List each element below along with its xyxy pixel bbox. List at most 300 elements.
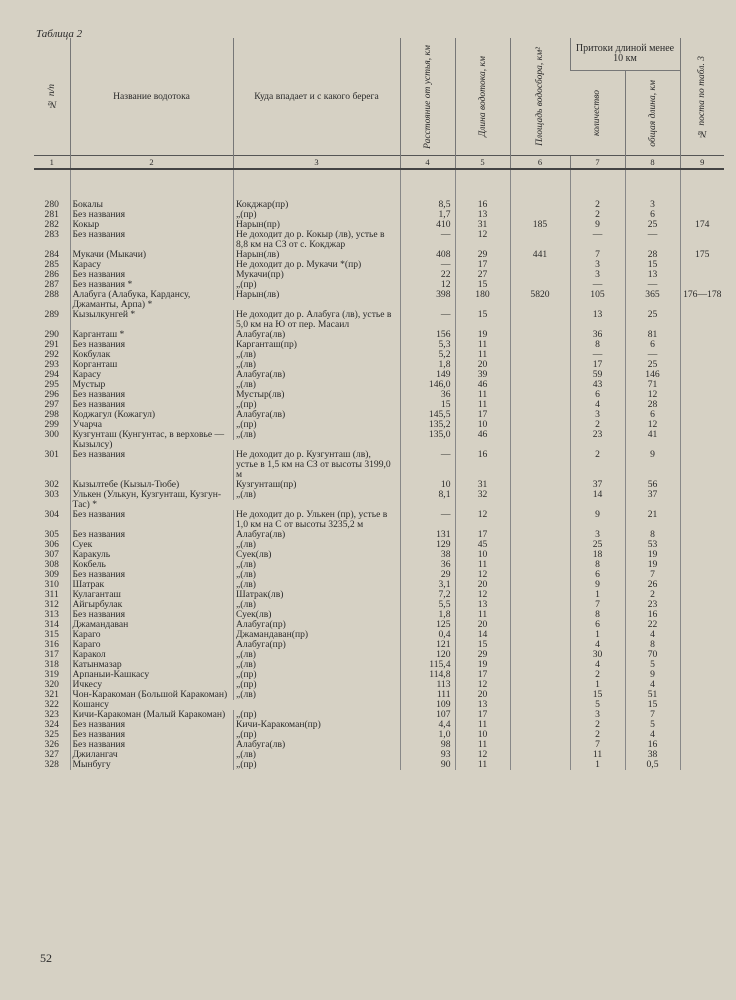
distance-from-mouth: 5,3 bbox=[400, 340, 455, 350]
stream-length: 13 bbox=[455, 210, 510, 220]
row-number: 316 bbox=[44, 640, 59, 650]
col-number: 5 bbox=[455, 156, 510, 170]
basin-area bbox=[510, 360, 570, 370]
tributary-count: 7 bbox=[570, 250, 625, 260]
table-row bbox=[34, 620, 724, 630]
tributary-length: 6 bbox=[625, 340, 680, 350]
basin-area bbox=[510, 230, 570, 250]
stream-name: Корганташ bbox=[70, 360, 233, 370]
tributary-count: 30 bbox=[570, 650, 625, 660]
header-post: № поста по табл. 3 bbox=[680, 38, 724, 156]
distance-from-mouth: 8,5 bbox=[400, 200, 455, 210]
post-number bbox=[680, 510, 724, 530]
post-number bbox=[680, 330, 724, 340]
tributary-count: 23 bbox=[570, 430, 625, 450]
basin-area bbox=[510, 700, 570, 710]
mouth-into bbox=[233, 370, 400, 380]
table-row bbox=[34, 340, 724, 350]
col-number: 4 bbox=[400, 156, 455, 170]
row-number: 291 bbox=[44, 340, 59, 350]
mouth-river: „ bbox=[236, 430, 241, 440]
basin-area bbox=[510, 600, 570, 610]
stream-length: 15 bbox=[455, 640, 510, 650]
bank-side: (пр) bbox=[240, 730, 257, 740]
stream-name: Бокалы bbox=[70, 200, 233, 210]
bank-side: (лв) bbox=[240, 360, 256, 370]
bank-side: (лв) bbox=[240, 380, 256, 390]
row-number: 318 bbox=[44, 660, 59, 670]
distance-from-mouth: 5,2 bbox=[400, 350, 455, 360]
table-row bbox=[34, 630, 724, 640]
tributary-length: 6 bbox=[625, 210, 680, 220]
tributary-length: 26 bbox=[625, 580, 680, 590]
table-row bbox=[34, 410, 724, 420]
stream-length: 39 bbox=[455, 370, 510, 380]
header-dist: Расстояние от устья, км bbox=[400, 38, 455, 156]
tributary-count: 6 bbox=[570, 570, 625, 580]
mouth-river: „ bbox=[236, 710, 241, 720]
table-row bbox=[34, 330, 724, 340]
mouth-into bbox=[233, 570, 400, 580]
stream-name: Без названия bbox=[70, 730, 233, 740]
mouth-river: Не доходит до р. Кузгунташ (лв), устье в 1,5 км на СЗ от высоты 3199,0 м bbox=[236, 450, 391, 480]
tributary-length: 19 bbox=[625, 550, 680, 560]
stream-name: Ичкесу bbox=[70, 680, 233, 690]
header-trib-count: количество bbox=[592, 90, 603, 136]
tributary-count: 4 bbox=[570, 660, 625, 670]
stream-name: Без названия bbox=[70, 390, 233, 400]
post-number bbox=[680, 750, 724, 760]
stream-length: 12 bbox=[455, 750, 510, 760]
post-number: 174 bbox=[680, 220, 724, 230]
tributary-count: 6 bbox=[570, 390, 625, 400]
bank-side: (лв) bbox=[240, 430, 256, 440]
distance-from-mouth: 398 bbox=[400, 290, 455, 310]
mouth-into bbox=[233, 560, 400, 570]
mouth-into bbox=[233, 340, 400, 350]
distance-from-mouth: 115,4 bbox=[400, 660, 455, 670]
stream-name: Без названия bbox=[70, 270, 233, 280]
stream-length: 16 bbox=[455, 450, 510, 480]
stream-name: Арпаныи-Кашкасу bbox=[70, 670, 233, 680]
mouth-into bbox=[233, 250, 400, 260]
tributary-count: 9 bbox=[570, 510, 625, 530]
table-row bbox=[34, 660, 724, 670]
row-number: 323 bbox=[44, 710, 59, 720]
stream-name: Суек bbox=[70, 540, 233, 550]
stream-length: 29 bbox=[455, 650, 510, 660]
header-area: Площадь водосбора, км² bbox=[510, 38, 570, 156]
bank-side: (пр) bbox=[269, 620, 286, 630]
table-row bbox=[34, 640, 724, 650]
distance-from-mouth: 135,2 bbox=[400, 420, 455, 430]
mouth-into bbox=[233, 280, 400, 290]
mouth-river: Карганташ bbox=[236, 340, 281, 350]
tributary-length: — bbox=[625, 350, 680, 360]
col-number: 1 bbox=[34, 156, 70, 170]
post-number bbox=[680, 340, 724, 350]
distance-from-mouth: 1,7 bbox=[400, 210, 455, 220]
mouth-river: Кичи-Каракоман bbox=[236, 720, 305, 730]
table-row bbox=[34, 590, 724, 600]
row-number: 312 bbox=[44, 600, 59, 610]
mouth-river: „ bbox=[236, 280, 241, 290]
stream-name: Без названия bbox=[70, 340, 233, 350]
basin-area bbox=[510, 590, 570, 600]
tributary-count: 2 bbox=[570, 730, 625, 740]
row-number: 314 bbox=[44, 620, 59, 630]
tributary-count: 14 bbox=[570, 490, 625, 510]
mouth-river: „ bbox=[236, 560, 241, 570]
tributary-length: 51 bbox=[625, 690, 680, 700]
mouth-into bbox=[233, 760, 400, 770]
distance-from-mouth: 36 bbox=[400, 390, 455, 400]
stream-name: Алабуга (Алабука, Кардансу, Джаманты, Арпа) * bbox=[70, 290, 233, 310]
bank-side: (лв) bbox=[240, 540, 256, 550]
row-number: 282 bbox=[44, 220, 59, 230]
basin-area bbox=[510, 660, 570, 670]
stream-name: Кокбель bbox=[70, 560, 233, 570]
mouth-river: „ bbox=[236, 650, 241, 660]
stream-length: 11 bbox=[455, 400, 510, 410]
page-number: 52 bbox=[40, 951, 52, 965]
stream-length: 20 bbox=[455, 580, 510, 590]
tributary-count: 17 bbox=[570, 360, 625, 370]
mouth-into bbox=[233, 270, 400, 280]
basin-area bbox=[510, 710, 570, 720]
distance-from-mouth: 3,1 bbox=[400, 580, 455, 590]
bank-side: (лв) bbox=[255, 550, 272, 560]
stream-name: Караго bbox=[70, 630, 233, 640]
tributary-count: 13 bbox=[570, 310, 625, 330]
tributary-length: 28 bbox=[625, 400, 680, 410]
tributary-length: 7 bbox=[625, 710, 680, 720]
stream-name: Учарча bbox=[70, 420, 233, 430]
tributary-length: 13 bbox=[625, 270, 680, 280]
basin-area bbox=[510, 350, 570, 360]
tributary-length: 16 bbox=[625, 610, 680, 620]
post-number bbox=[680, 720, 724, 730]
mouth-into bbox=[233, 640, 400, 650]
mouth-river: Шатрак bbox=[236, 590, 268, 600]
mouth-into bbox=[233, 200, 400, 210]
bank-side bbox=[394, 230, 398, 250]
tributary-length: 7 bbox=[625, 570, 680, 580]
post-number bbox=[680, 550, 724, 560]
tributary-count: 3 bbox=[570, 410, 625, 420]
bank-side: (пр) bbox=[344, 260, 362, 270]
mouth-into bbox=[233, 740, 400, 750]
post-number bbox=[680, 710, 724, 720]
tributary-count: 2 bbox=[570, 720, 625, 730]
tributary-count: 7 bbox=[570, 740, 625, 750]
post-number bbox=[680, 210, 724, 220]
mouth-into bbox=[233, 400, 400, 410]
col-number: 7 bbox=[570, 156, 625, 170]
tributary-count: 105 bbox=[570, 290, 625, 310]
distance-from-mouth: 107 bbox=[400, 710, 455, 720]
mouth-into bbox=[233, 730, 400, 740]
mouth-into bbox=[233, 530, 400, 540]
stream-length: 11 bbox=[455, 610, 510, 620]
table-row bbox=[34, 710, 724, 720]
mouth-into bbox=[233, 720, 400, 730]
table-row bbox=[34, 230, 724, 250]
basin-area bbox=[510, 330, 570, 340]
post-number bbox=[680, 640, 724, 650]
tributary-length: 0,5 bbox=[625, 760, 680, 770]
tributary-length: 5 bbox=[625, 720, 680, 730]
tributary-count: 1 bbox=[570, 630, 625, 640]
basin-area bbox=[510, 680, 570, 690]
mouth-into bbox=[233, 210, 400, 220]
stream-name: Кызылкунгей * bbox=[70, 310, 233, 330]
table-row bbox=[34, 270, 724, 280]
stream-name: Чон-Каракоман (Большой Каракоман) bbox=[70, 690, 233, 700]
tributary-count: 6 bbox=[570, 620, 625, 630]
row-number: 315 bbox=[44, 630, 59, 640]
post-number bbox=[680, 450, 724, 480]
mouth-river: Алабуга bbox=[236, 640, 270, 650]
mouth-river: „ bbox=[236, 360, 241, 370]
distance-from-mouth: 408 bbox=[400, 250, 455, 260]
tributary-count: 18 bbox=[570, 550, 625, 560]
stream-length: 14 bbox=[455, 630, 510, 640]
stream-name: Коджагул (Кожагул) bbox=[70, 410, 233, 420]
tributary-length: 9 bbox=[625, 450, 680, 480]
tributary-count: 1 bbox=[570, 760, 625, 770]
post-number bbox=[680, 280, 724, 290]
mouth-river: Мустыр bbox=[236, 390, 269, 400]
distance-from-mouth: 7,2 bbox=[400, 590, 455, 600]
row-number: 306 bbox=[44, 540, 59, 550]
row-number: 326 bbox=[44, 740, 59, 750]
row-number: 302 bbox=[44, 480, 59, 490]
stream-length: 20 bbox=[455, 360, 510, 370]
post-number bbox=[680, 370, 724, 380]
tributary-count: 2 bbox=[570, 450, 625, 480]
basin-area bbox=[510, 550, 570, 560]
tributary-count: 15 bbox=[570, 690, 625, 700]
distance-from-mouth: 156 bbox=[400, 330, 455, 340]
bank-side: (пр) bbox=[240, 670, 257, 680]
tributary-length: 4 bbox=[625, 630, 680, 640]
tributary-length: 53 bbox=[625, 540, 680, 550]
tributary-count: — bbox=[570, 280, 625, 290]
bank-side: (пр) bbox=[240, 680, 257, 690]
post-number bbox=[680, 200, 724, 210]
basin-area bbox=[510, 390, 570, 400]
tributary-length: 41 bbox=[625, 430, 680, 450]
bank-side: (лв) bbox=[269, 410, 286, 420]
stream-length: 11 bbox=[455, 720, 510, 730]
table-row bbox=[34, 430, 724, 450]
col-number: 2 bbox=[70, 156, 233, 170]
post-number bbox=[680, 560, 724, 570]
mouth-into bbox=[233, 420, 400, 430]
row-number: 309 bbox=[44, 570, 59, 580]
tributary-length: 365 bbox=[625, 290, 680, 310]
row-number: 285 bbox=[44, 260, 59, 270]
basin-area bbox=[510, 530, 570, 540]
mouth-river: „ bbox=[236, 760, 241, 770]
stream-length: 11 bbox=[455, 560, 510, 570]
post-number bbox=[680, 380, 724, 390]
distance-from-mouth: 36 bbox=[400, 560, 455, 570]
post-number bbox=[680, 630, 724, 640]
mouth-river: Не доходит до р. Алабуга (лв), устье в 5,0 км на Ю от пер. Масаил bbox=[236, 310, 392, 330]
table-row bbox=[34, 390, 724, 400]
basin-area bbox=[510, 200, 570, 210]
mouth-into bbox=[233, 540, 400, 550]
stream-length: 11 bbox=[455, 760, 510, 770]
stream-length: 15 bbox=[455, 280, 510, 290]
stream-length: 17 bbox=[455, 530, 510, 540]
post-number bbox=[680, 570, 724, 580]
stream-length: 10 bbox=[455, 420, 510, 430]
stream-length: 12 bbox=[455, 510, 510, 530]
stream-length: 31 bbox=[455, 480, 510, 490]
row-number: 305 bbox=[44, 530, 59, 540]
table-row bbox=[34, 290, 724, 310]
stream-name: Шатрак bbox=[70, 580, 233, 590]
table-row bbox=[34, 400, 724, 410]
table-row bbox=[34, 450, 724, 480]
table-row bbox=[34, 260, 724, 270]
mouth-river: Алабуга bbox=[236, 530, 270, 540]
stream-name: Мынбугу bbox=[70, 760, 233, 770]
mouth-river: „ bbox=[236, 600, 241, 610]
table-row bbox=[34, 480, 724, 490]
tributary-length: 16 bbox=[625, 740, 680, 750]
stream-length: 20 bbox=[455, 690, 510, 700]
bank-side bbox=[394, 450, 398, 480]
row-number: 310 bbox=[44, 580, 59, 590]
col-number: 8 bbox=[625, 156, 680, 170]
mouth-river: Суек bbox=[236, 610, 256, 620]
table-row bbox=[34, 370, 724, 380]
header-n: № п/п bbox=[46, 84, 57, 109]
row-number: 313 bbox=[44, 610, 59, 620]
tributary-length: 2 bbox=[625, 590, 680, 600]
bank-side: (пр) bbox=[271, 200, 289, 210]
tributary-length: 37 bbox=[625, 490, 680, 510]
table-row bbox=[34, 570, 724, 580]
post-number bbox=[680, 490, 724, 510]
post-number bbox=[680, 650, 724, 660]
distance-from-mouth: 135,0 bbox=[400, 430, 455, 450]
basin-area bbox=[510, 570, 570, 580]
post-number bbox=[680, 740, 724, 750]
basin-area bbox=[510, 640, 570, 650]
post-number bbox=[680, 680, 724, 690]
table-row bbox=[34, 750, 724, 760]
row-number: 296 bbox=[44, 390, 59, 400]
bank-side bbox=[394, 310, 398, 330]
tributary-length: 4 bbox=[625, 680, 680, 690]
row-number: 319 bbox=[44, 670, 59, 680]
basin-area bbox=[510, 280, 570, 290]
stream-name: Кокыр bbox=[70, 220, 233, 230]
table-row bbox=[34, 700, 724, 710]
mouth-river: Нарын bbox=[236, 250, 264, 260]
distance-from-mouth: — bbox=[400, 260, 455, 270]
stream-length: 20 bbox=[455, 620, 510, 630]
row-number: 280 bbox=[44, 200, 59, 210]
tributary-count: 11 bbox=[570, 750, 625, 760]
table-caption: Таблица 2 bbox=[36, 28, 83, 40]
row-number: 289 bbox=[44, 310, 59, 320]
table-row bbox=[34, 510, 724, 530]
mouth-river: „ bbox=[236, 380, 241, 390]
stream-name: Кулаганташ bbox=[70, 590, 233, 600]
row-number: 322 bbox=[44, 700, 59, 710]
table-row bbox=[34, 380, 724, 390]
tributary-length: 4 bbox=[625, 730, 680, 740]
table-row bbox=[34, 740, 724, 750]
stream-length: 10 bbox=[455, 550, 510, 560]
stream-length: 11 bbox=[455, 340, 510, 350]
basin-area bbox=[510, 560, 570, 570]
mouth-river: „ bbox=[236, 350, 241, 360]
distance-from-mouth: — bbox=[400, 310, 455, 330]
post-number bbox=[680, 610, 724, 620]
stream-length: 13 bbox=[455, 700, 510, 710]
table-row bbox=[34, 560, 724, 570]
stream-length: 29 bbox=[455, 250, 510, 260]
bank-side: (лв) bbox=[255, 610, 272, 620]
bank-side: (лв) bbox=[240, 690, 256, 700]
distance-from-mouth: 111 bbox=[400, 690, 455, 700]
distance-from-mouth: — bbox=[400, 510, 455, 530]
bank-side: (пр) bbox=[240, 400, 257, 410]
mouth-river: Не доходит до р. Мукачи * bbox=[236, 260, 345, 270]
basin-area bbox=[510, 610, 570, 620]
basin-area bbox=[510, 480, 570, 490]
post-number bbox=[680, 760, 724, 770]
distance-from-mouth: 93 bbox=[400, 750, 455, 760]
mouth-into bbox=[233, 490, 400, 500]
tributary-count: 25 bbox=[570, 540, 625, 550]
row-number: 304 bbox=[44, 510, 59, 520]
mouth-river: Алабуга bbox=[236, 740, 270, 750]
header-trib-length: общая длина, км bbox=[625, 71, 680, 156]
tributary-count: 4 bbox=[570, 640, 625, 650]
tributary-length: 56 bbox=[625, 480, 680, 490]
table-row bbox=[34, 200, 724, 210]
mouth-into bbox=[233, 630, 400, 640]
mouth-river: „ bbox=[236, 570, 241, 580]
table-row bbox=[34, 220, 724, 230]
basin-area bbox=[510, 270, 570, 280]
col-number: 9 bbox=[680, 156, 724, 170]
row-number: 283 bbox=[44, 230, 59, 240]
tributary-length: 15 bbox=[625, 700, 680, 710]
row-number: 308 bbox=[44, 560, 59, 570]
basin-area bbox=[510, 620, 570, 630]
tributary-count: 3 bbox=[570, 710, 625, 720]
stream-length: 12 bbox=[455, 230, 510, 250]
stream-length: 11 bbox=[455, 740, 510, 750]
row-number: 324 bbox=[44, 720, 59, 730]
mouth-into bbox=[233, 620, 400, 630]
tributary-length: 71 bbox=[625, 380, 680, 390]
tributary-length: 70 bbox=[625, 650, 680, 660]
stream-name: Без названия bbox=[70, 230, 233, 250]
mouth-into bbox=[233, 390, 400, 400]
row-number: 303 bbox=[44, 490, 59, 500]
mouth-river: Суек bbox=[236, 550, 256, 560]
